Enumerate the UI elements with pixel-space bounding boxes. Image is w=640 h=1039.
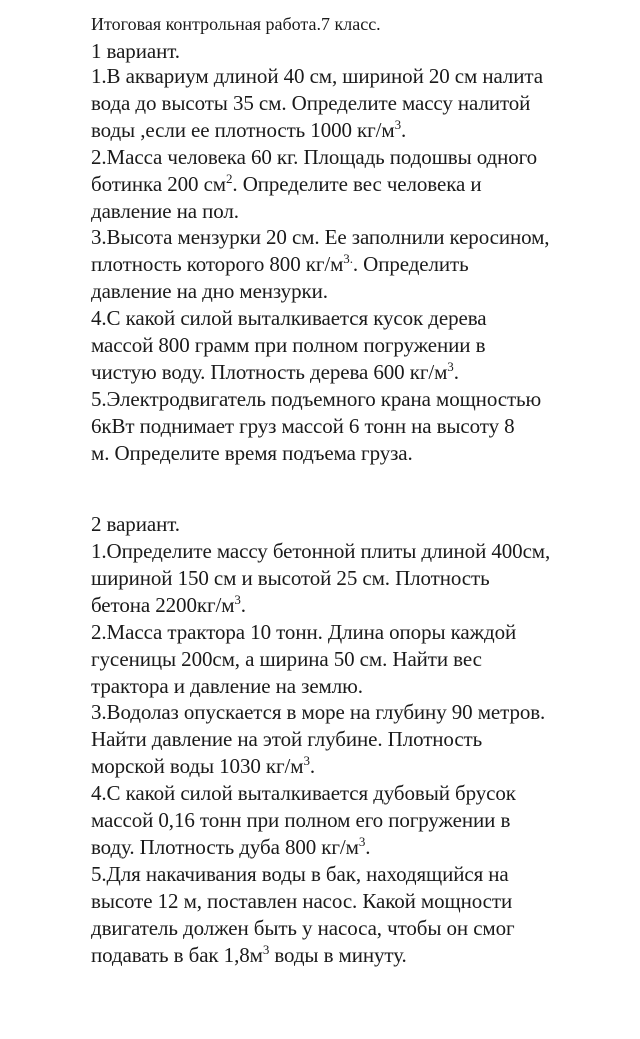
line-text: плотность которого 800 кг/м xyxy=(91,252,344,277)
variant1-line-13 xyxy=(91,386,541,413)
superscript: 3. xyxy=(343,251,353,267)
line-text: давление на пол. xyxy=(91,198,239,223)
line-text: воды ,если ее плотность 1000 кг/м xyxy=(91,117,395,142)
line-text: морской воды 1030 кг/м xyxy=(91,754,304,779)
variant1-line-10 xyxy=(91,305,486,332)
variant2-line-14 xyxy=(91,888,512,915)
variant1-line-11 xyxy=(91,332,485,359)
variant1-line-12 xyxy=(91,359,459,386)
superscript: 3 xyxy=(234,591,241,607)
variant2-line-2 xyxy=(91,565,490,592)
variant2-line-16 xyxy=(91,942,407,969)
variant2-line-7 xyxy=(91,699,545,726)
line-text: 1.Определите массу бетонной плиты длиной 400см, xyxy=(91,539,551,563)
superscript: 3 xyxy=(303,753,310,769)
variant2-line-11 xyxy=(91,807,510,834)
line-text: 6кВт поднимает груз массой 6 тонн на высоту 8 xyxy=(91,413,515,438)
line-text: бетона 2200кг/м xyxy=(91,592,235,617)
line-text: трактора и давление на землю. xyxy=(91,673,363,698)
line-text: 2.Масса человека 60 кг. Площадь подошвы одного xyxy=(91,144,538,169)
variant1-line-2 xyxy=(91,90,530,117)
line-text: 4.С какой силой выталкивается дубовый брусок xyxy=(91,781,516,806)
line-text: 2.Масса трактора 10 тонн. Длина опоры каждой xyxy=(91,619,517,644)
variant2-line-15 xyxy=(91,915,515,942)
line-text: давление на дно мензурки. xyxy=(91,279,328,304)
variant1-line-14 xyxy=(91,413,515,440)
line-text: подавать в бак 1,8м xyxy=(91,942,263,967)
line-text-after: . xyxy=(401,117,407,142)
variant2-line-10 xyxy=(91,780,516,807)
line-text: 3.Высота мензурки 20 см. Ее заполнили керосином, xyxy=(91,225,550,250)
variant2-line-12 xyxy=(91,834,370,861)
line-text: 5.Электродвигатель подъемного крана мощностью xyxy=(91,386,542,411)
variant2-line-5 xyxy=(91,646,482,673)
line-text-after: . xyxy=(453,359,459,384)
line-text: 3.Водолаз опускается в море на глубину 90 метров. xyxy=(91,700,546,725)
variant2-line-13 xyxy=(91,861,509,888)
line-text-after: . xyxy=(365,834,371,859)
line-text: массой 800 грамм при полном погружении в xyxy=(91,333,486,357)
superscript: 2 xyxy=(225,170,233,186)
variant1-line-7 xyxy=(91,224,549,251)
line-text: 1.В аквариум длиной 40 см, шириной 20 см налита xyxy=(91,64,543,88)
line-text: чистую воду. Плотность дерева 600 кг/м xyxy=(91,359,448,384)
superscript: 3 xyxy=(262,941,270,957)
line-text: гусеницы 200см, а ширина 50 см. Найти вес xyxy=(91,646,482,671)
line-text: шириной 150 см и высотой 25 см. Плотность xyxy=(91,565,490,590)
variant1-line-1 xyxy=(91,63,543,90)
variant1-line-4 xyxy=(91,144,537,171)
line-text: м. Определите время подъема груза. xyxy=(91,440,413,465)
line-text: 5.Для накачивания воды в бак, находящийся на xyxy=(91,861,509,886)
variant2-line-3 xyxy=(91,592,246,619)
line-text-after: . Определить xyxy=(352,252,469,277)
variant-1-heading: 1 вариант. xyxy=(91,39,180,63)
line-text-after: . xyxy=(240,592,246,617)
variant1-line-3 xyxy=(91,117,406,144)
variant2-line-9 xyxy=(91,753,315,780)
variant2-line-4 xyxy=(91,619,516,646)
variant1-line-15 xyxy=(91,440,413,467)
variant2-line-6 xyxy=(91,673,363,700)
line-text: вода до высоты 35 см. Определите массу налитой xyxy=(91,90,531,115)
variant1-line-9 xyxy=(91,278,328,305)
variant-2-heading: 2 вариант. xyxy=(91,512,180,536)
line-text: воду. Плотность дуба 800 кг/м xyxy=(91,834,359,859)
variant1-line-5 xyxy=(91,171,482,198)
variant1-line-8 xyxy=(91,251,469,278)
line-text-after: . xyxy=(309,754,315,779)
line-text: двигатель должен быть у насоса, чтобы он смог xyxy=(91,915,515,940)
document-title: Итоговая контрольная работа.7 класс. xyxy=(91,14,381,34)
line-text: Найти давление на этой глубине. Плотность xyxy=(91,727,483,752)
variant2-line-8 xyxy=(91,726,482,753)
line-text: высоте 12 м, поставлен насос. Какой мощности xyxy=(91,888,513,913)
variant2-line-1 xyxy=(91,538,550,565)
variant1-line-6 xyxy=(91,198,239,225)
line-text: 4.С какой силой выталкивается кусок дерева xyxy=(91,306,487,331)
line-text-after: воды в минуту. xyxy=(269,942,407,967)
line-text: массой 0,16 тонн при полном его погружении в xyxy=(91,808,511,832)
line-text-after: . Определите вес человека и xyxy=(232,171,482,196)
line-text: ботинка 200 см xyxy=(91,171,226,196)
superscript: 3 xyxy=(447,358,454,374)
superscript: 3 xyxy=(394,116,401,132)
superscript: 3 xyxy=(358,833,366,849)
